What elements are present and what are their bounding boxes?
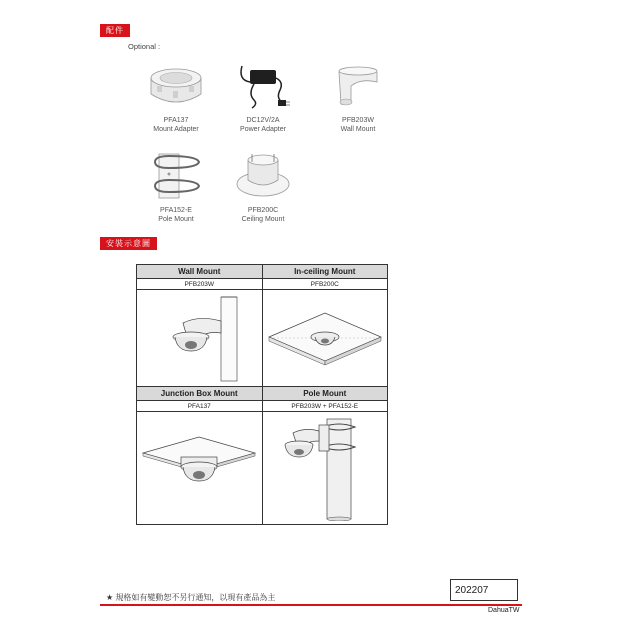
accessory-wall-mount [318,60,398,134]
accessory-power-adapter [223,60,303,134]
install-model-pole: PFB203W + PFA152-E [262,401,388,412]
in-ceiling-mount-diagram [262,290,388,387]
install-title-ceiling: In-ceiling Mount [262,265,388,279]
accessories-section-tag: 配件 [100,24,130,37]
date-code-box: 202207 [450,579,518,601]
disclaimer-note: ★ 規格如有變動恕不另行通知，以現有產品為主 [106,593,276,602]
installation-table [136,264,388,525]
accessory-model: PFA152-E [160,207,192,214]
accessory-name: Mount Adapter [153,126,199,133]
brand-label: DahuaTW [488,607,520,614]
accessory-model: PFB203W [342,117,374,124]
install-model-wall: PFB203W [137,279,263,290]
pole-mount-icon [145,150,207,202]
accessory-model: PFB200C [247,207,279,214]
accessory-name: Power Adapter [240,126,286,133]
wall-mount-diagram [137,290,263,387]
accessory-ceiling-mount [223,150,303,224]
accessory-name: Ceiling Mount [241,216,285,223]
pole-mount-diagram [262,412,388,525]
accessory-mount-adapter [136,60,216,134]
install-title-junction-box: Junction Box Mount [137,387,263,401]
accessory-model: PFA137 [163,117,189,124]
junction-box-icon [145,60,207,112]
install-section-tag: 安裝示意圖 [100,237,157,250]
install-model-ceiling: PFB200C [262,279,388,290]
accessory-pole-mount [136,150,216,224]
accessory-name: Pole Mount [158,216,194,223]
power-adapter-icon [232,60,294,112]
junction-box-mount-diagram [137,412,263,525]
install-title-wall: Wall Mount [137,265,263,279]
wall-bracket-icon [327,60,389,112]
install-model-junction-box: PFA137 [137,401,263,412]
accessory-model: DC12V/2A [246,117,280,124]
footer-divider [100,604,522,606]
optional-label: Optional : [128,42,161,51]
ceiling-mount-icon [232,150,294,202]
install-title-pole: Pole Mount [262,387,388,401]
accessory-name: Wall Mount [340,126,376,133]
